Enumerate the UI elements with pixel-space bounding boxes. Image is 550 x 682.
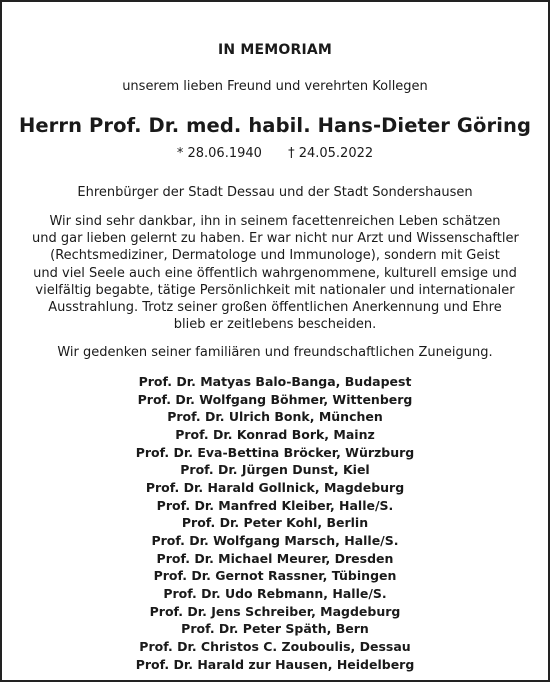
death-date: † 24.05.2022 [288, 146, 374, 161]
signer-name: Prof. Dr. Jens Schreiber, Magdeburg [149, 603, 401, 619]
signer-name: Prof. Dr. Jürgen Dunst, Kiel [180, 462, 370, 478]
tribute-line: blieb er zeitlebens bescheiden. [173, 317, 377, 333]
signer-name: Prof. Dr. Harald Gollnick, Magdeburg [145, 479, 405, 495]
signer-name: Prof. Dr. Michael Meurer, Dresden [156, 550, 394, 566]
signer-name: Prof. Dr. Manfred Kleiber, Halle/S. [156, 497, 394, 513]
tribute-paragraph [32, 213, 518, 333]
notice-heading: IN MEMORIAM [217, 42, 333, 58]
signer-name: Prof. Dr. Konrad Bork, Mainz [175, 426, 375, 442]
tribute-line: (Rechtsmediziner, Dermatologe und Immunologe), sondern mit Geist [50, 248, 500, 264]
tribute-line: vielfältig begabte, tätige Persönlichkeit mit nationaler und internationaler [35, 282, 515, 298]
life-dates [2, 146, 548, 161]
tribute-line: Ausstrahlung. Trotz seiner großen öffentlichen Anerkennung und Ehre [48, 300, 502, 316]
signer-name: Prof. Dr. Gernot Rassner, Tübingen [153, 568, 397, 584]
intro-line: unserem lieben Freund und verehrten Kollegen [122, 79, 428, 94]
birth-date: * 28.06.1940 [176, 146, 262, 161]
remembrance-line: Wir gedenken seiner familiären und freundschaftlichen Zuneigung. [57, 345, 493, 360]
honorary-citizenship: Ehrenbürger der Stadt Dessau und der Stadt Sondershausen [77, 185, 473, 200]
signer-name: Prof. Dr. Wolfgang Marsch, Halle/S. [151, 532, 399, 548]
signer-name: Prof. Dr. Harald zur Hausen, Heidelberg [135, 656, 415, 672]
deceased-name: Herrn Prof. Dr. med. habil. Hans-Dieter Göring [18, 114, 532, 137]
signer-name: Prof. Dr. Peter Kohl, Berlin [181, 515, 369, 531]
signer-name: Prof. Dr. Ulrich Bonk, München [167, 409, 383, 425]
signer-name: Prof. Dr. Wolfgang Böhmer, Wittenberg [137, 391, 413, 407]
signer-name: Prof. Dr. Peter Späth, Bern [181, 621, 369, 637]
signer-name: Prof. Dr. Eva-Bettina Bröcker, Würzburg [135, 444, 415, 460]
signer-name: Prof. Dr. Matyas Balo-Banga, Budapest [138, 374, 412, 389]
signer-name: Prof. Dr. Christos C. Zouboulis, Dessau [139, 638, 411, 654]
signer-name: Prof. Dr. Udo Rebmann, Halle/S. [163, 585, 387, 601]
tribute-line: Wir sind sehr dankbar, ihn in seinem facettenreichen Leben schätzen [49, 214, 501, 229]
tribute-line: und gar lieben gelernt zu haben. Er war nicht nur Arzt und Wissenschaftler [32, 231, 519, 247]
tribute-line: und viel Seele auch eine öffentlich wahrgenommene, kulturell emsige und [33, 265, 517, 281]
signers-list [2, 373, 548, 673]
